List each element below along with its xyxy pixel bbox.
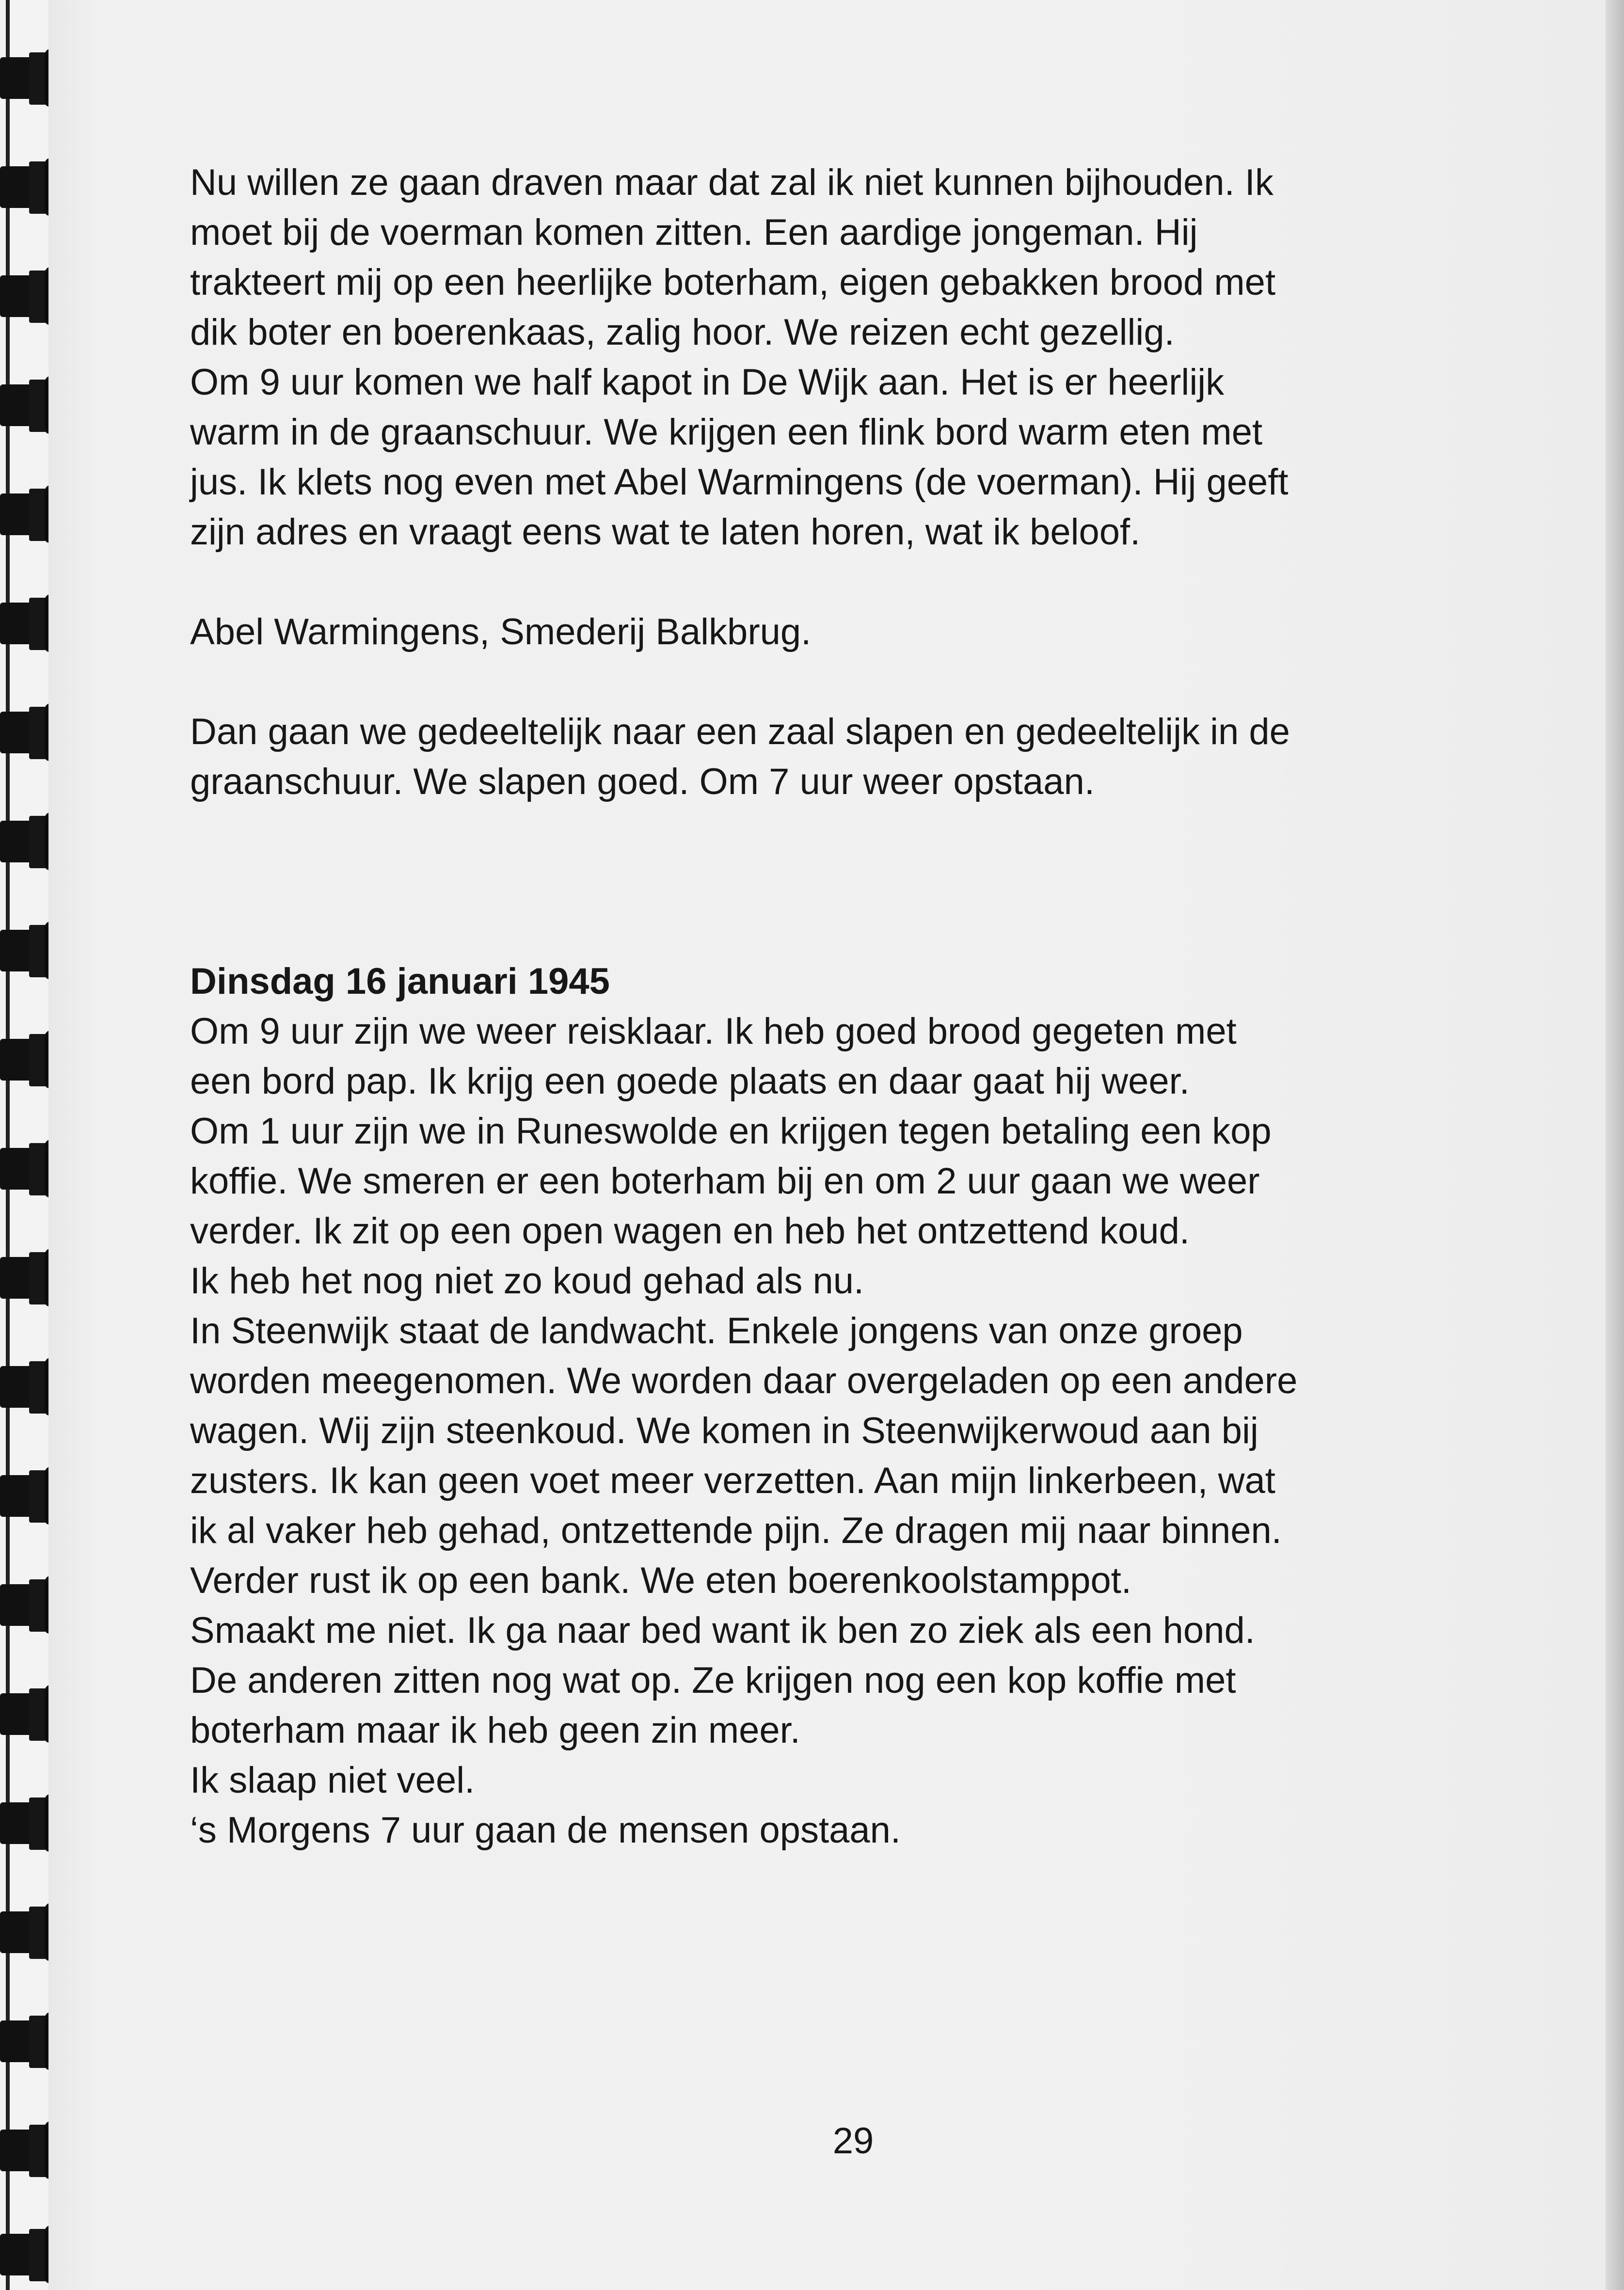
text-line: Verder rust ik op een bank. We eten boerenkoolstamppot. xyxy=(190,1560,1132,1601)
text-line: warm in de graanschuur. We krijgen een flink bord warm eten met xyxy=(190,412,1263,453)
page-body xyxy=(190,158,1528,1855)
text-line: koffie. We smeren er een boterham bij en om 2 uur gaan we weer xyxy=(190,1161,1260,1202)
text-line: ik al vaker heb gehad, ontzettende pijn. Ze dragen mij naar binnen. xyxy=(190,1510,1282,1551)
heading-text: Dinsdag 16 januari 1945 xyxy=(190,961,610,1002)
text-line: In Steenwijk staat de landwacht. Enkele jongens van onze groep xyxy=(190,1310,1243,1352)
address-line xyxy=(190,607,1528,657)
text-line: De anderen zitten nog wat op. Ze krijgen nog een kop koffie met xyxy=(190,1660,1236,1701)
page-edge xyxy=(1606,0,1624,2290)
text-line: trakteert mij op een heerlijke boterham, eigen gebakken brood met xyxy=(190,262,1276,303)
text-line: wagen. Wij zijn steenkoud. We komen in Steenwijkerwoud aan bij xyxy=(190,1410,1258,1451)
text-line: Om 9 uur zijn we weer reisklaar. Ik heb goed brood gegeten met xyxy=(190,1011,1237,1052)
text-line: zusters. Ik kan geen voet meer verzetten. Aan mijn linkerbeen, wat xyxy=(190,1460,1275,1501)
text-line: Smaakt me niet. Ik ga naar bed want ik ben zo ziek als een hond. xyxy=(190,1610,1255,1651)
text-line: worden meegenomen. We worden daar overgeladen op een andere xyxy=(190,1360,1298,1401)
text-line: ‘s Morgens 7 uur gaan de mensen opstaan. xyxy=(190,1810,901,1851)
page-number: 29 xyxy=(832,2120,874,2162)
paragraph-entry-1 xyxy=(190,158,1528,557)
text-line: boterham maar ik heb geen zin meer. xyxy=(190,1710,800,1751)
text-line: Nu willen ze gaan draven maar dat zal ik niet kunnen bijhouden. Ik xyxy=(190,162,1274,203)
date-heading xyxy=(190,956,1528,1006)
text-line: Dan gaan we gedeeltelijk naar een zaal slapen en gedeeltelijk in de xyxy=(190,711,1290,752)
text-line: Ik slaap niet veel. xyxy=(190,1760,475,1801)
text-line: jus. Ik klets nog even met Abel Warmingens (de voerman). Hij geeft xyxy=(190,461,1289,503)
text-line: een bord pap. Ik krijg een goede plaats en daar gaat hij weer. xyxy=(190,1061,1190,1102)
text-line: Ik heb het nog niet zo koud gehad als nu. xyxy=(190,1260,864,1302)
text-line: Om 9 uur komen we half kapot in De Wijk aan. Het is er heerlijk xyxy=(190,362,1225,403)
text-line: zijn adres en vraagt eens wat te laten horen, wat ik beloof. xyxy=(190,511,1141,553)
spiral-binding xyxy=(0,0,53,2290)
text-line: dik boter en boerenkaas, zalig hoor. We reizen echt gezellig. xyxy=(190,312,1175,353)
paragraph-entry-3 xyxy=(190,1006,1528,1855)
text-line: Abel Warmingens, Smederij Balkbrug. xyxy=(190,611,812,652)
text-line: Om 1 uur zijn we in Runeswolde en krijgen tegen betaling een kop xyxy=(190,1111,1272,1152)
paragraph-entry-2 xyxy=(190,707,1528,807)
text-line: moet bij de voerman komen zitten. Een aardige jongeman. Hij xyxy=(190,212,1198,253)
text-line: verder. Ik zit op een open wagen en heb het ontzettend koud. xyxy=(190,1210,1190,1252)
text-line: graanschuur. We slapen goed. Om 7 uur weer opstaan. xyxy=(190,761,1095,802)
